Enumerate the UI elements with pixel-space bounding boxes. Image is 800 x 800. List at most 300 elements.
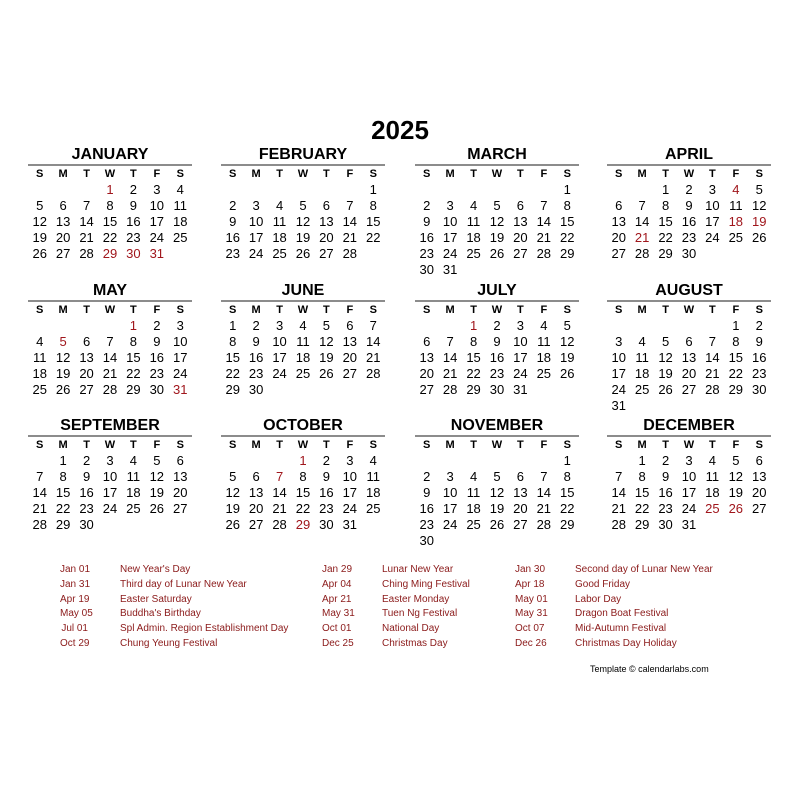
holiday-date: Apr 18 bbox=[515, 578, 545, 590]
weekday-header: F bbox=[153, 304, 161, 316]
weekday-header: F bbox=[346, 304, 354, 316]
month-days-grid bbox=[415, 166, 579, 278]
day-cell: 19 bbox=[55, 366, 71, 381]
day-cell: 25 bbox=[634, 382, 650, 397]
day-cell: 22 bbox=[634, 501, 650, 516]
day-cell: 27 bbox=[248, 517, 264, 532]
empty-cell bbox=[221, 182, 244, 198]
weekday-header: T bbox=[470, 304, 477, 316]
weekday-header: W bbox=[104, 304, 116, 316]
month-days-grid bbox=[607, 437, 771, 533]
holiday-day-cell: 29 bbox=[102, 246, 118, 261]
day-cell: 17 bbox=[442, 501, 458, 516]
day-cell: 27 bbox=[611, 246, 626, 261]
weekday-header: T bbox=[276, 304, 283, 316]
weekday-header: S bbox=[229, 304, 237, 316]
month-name: OCTOBER bbox=[221, 417, 385, 437]
weekday-header: T bbox=[323, 168, 330, 180]
day-cell: 23 bbox=[149, 366, 165, 381]
day-cell: 12 bbox=[295, 214, 311, 229]
day-cell: 26 bbox=[489, 246, 505, 261]
month-days-grid bbox=[221, 302, 385, 398]
day-cell: 15 bbox=[658, 214, 673, 229]
day-cell: 18 bbox=[126, 485, 141, 500]
holiday-name: Tuen Ng Festival bbox=[382, 608, 458, 620]
day-cell: 16 bbox=[489, 350, 505, 365]
holiday-day-cell: 1 bbox=[106, 182, 114, 197]
day-cell: 8 bbox=[563, 198, 571, 213]
day-cell: 23 bbox=[248, 366, 264, 381]
holiday-day-cell: 19 bbox=[752, 214, 767, 229]
holiday-day-cell: 25 bbox=[705, 501, 720, 516]
day-cell: 31 bbox=[513, 382, 528, 397]
day-cell: 19 bbox=[295, 230, 311, 245]
day-cell: 30 bbox=[752, 382, 767, 397]
day-cell: 20 bbox=[752, 485, 767, 500]
day-cell: 21 bbox=[272, 501, 287, 516]
day-cell: 13 bbox=[681, 350, 697, 365]
day-cell: 10 bbox=[102, 469, 118, 484]
empty-cell bbox=[654, 318, 677, 334]
day-cell: 27 bbox=[342, 366, 358, 381]
holiday-name: Lunar New Year bbox=[382, 564, 454, 575]
day-cell: 30 bbox=[248, 382, 264, 397]
weekday-header: W bbox=[104, 168, 116, 180]
weekday-header: M bbox=[58, 168, 68, 180]
day-cell: 21 bbox=[536, 230, 552, 245]
weekday-header: S bbox=[176, 439, 184, 451]
day-cell: 5 bbox=[229, 469, 237, 484]
weekday-header: M bbox=[58, 439, 68, 451]
day-cell: 19 bbox=[489, 230, 505, 245]
day-cell: 11 bbox=[537, 334, 551, 349]
day-cell: 24 bbox=[149, 230, 165, 245]
day-cell: 21 bbox=[705, 366, 720, 381]
year-title: 2025 bbox=[371, 115, 429, 145]
day-cell: 3 bbox=[685, 453, 693, 468]
day-cell: 11 bbox=[729, 198, 743, 213]
day-cell: 20 bbox=[513, 501, 528, 516]
weekday-header: W bbox=[297, 304, 309, 316]
weekday-header: S bbox=[563, 168, 571, 180]
weekday-header: T bbox=[662, 168, 669, 180]
day-cell: 3 bbox=[446, 469, 454, 484]
month-name: MARCH bbox=[415, 146, 579, 166]
day-cell: 9 bbox=[755, 334, 763, 349]
weekday-header: M bbox=[637, 168, 647, 180]
day-cell: 12 bbox=[225, 485, 240, 500]
day-cell: 9 bbox=[252, 334, 260, 349]
day-cell: 20 bbox=[342, 350, 358, 365]
month-june bbox=[221, 282, 385, 398]
day-cell: 20 bbox=[248, 501, 264, 516]
day-cell: 14 bbox=[342, 214, 358, 229]
month-days-grid bbox=[221, 166, 385, 262]
day-cell: 24 bbox=[442, 517, 458, 532]
weekday-header: T bbox=[517, 439, 524, 451]
day-cell: 30 bbox=[419, 533, 434, 548]
day-cell: 4 bbox=[299, 318, 307, 333]
day-cell: 15 bbox=[126, 350, 141, 365]
day-cell: 31 bbox=[342, 517, 358, 532]
day-cell: 7 bbox=[369, 318, 377, 333]
day-cell: 16 bbox=[419, 230, 434, 245]
weekday-header: T bbox=[276, 439, 283, 451]
day-cell: 5 bbox=[153, 453, 161, 468]
day-cell: 3 bbox=[153, 182, 161, 197]
weekday-header: S bbox=[36, 168, 44, 180]
empty-cell bbox=[485, 182, 508, 198]
day-cell: 5 bbox=[661, 334, 670, 349]
weekday-header: T bbox=[662, 439, 669, 451]
day-cell: 28 bbox=[536, 517, 552, 532]
day-cell: 29 bbox=[634, 517, 650, 532]
day-cell: 23 bbox=[419, 517, 434, 532]
holiday-date: Oct 29 bbox=[60, 637, 90, 649]
holiday-name: Labor Day bbox=[575, 593, 622, 605]
day-cell: 25 bbox=[466, 246, 481, 261]
day-cell: 27 bbox=[55, 246, 71, 261]
day-cell: 2 bbox=[252, 318, 260, 333]
day-cell: 10 bbox=[442, 214, 458, 229]
day-cell: 3 bbox=[275, 318, 284, 333]
holiday-date: Dec 25 bbox=[322, 637, 354, 649]
template-credit: Template © calendarlabs.com bbox=[590, 664, 709, 674]
day-cell: 24 bbox=[173, 366, 188, 381]
day-cell: 27 bbox=[419, 382, 434, 397]
day-cell: 6 bbox=[755, 453, 763, 468]
day-cell: 19 bbox=[32, 230, 47, 245]
day-cell: 25 bbox=[366, 501, 381, 516]
day-cell: 14 bbox=[366, 334, 381, 349]
holiday-day-cell: 5 bbox=[59, 334, 67, 349]
day-cell: 24 bbox=[705, 230, 720, 245]
holiday-day-cell: 31 bbox=[149, 246, 165, 261]
holiday-date: Jan 01 bbox=[60, 564, 91, 575]
day-cell: 4 bbox=[469, 469, 478, 484]
weekday-header: T bbox=[709, 304, 716, 316]
holiday-day-cell: 30 bbox=[126, 246, 141, 261]
day-cell: 8 bbox=[638, 469, 646, 484]
day-cell: 19 bbox=[225, 501, 240, 516]
weekday-header: S bbox=[229, 439, 237, 451]
day-cell: 6 bbox=[82, 334, 91, 349]
empty-cell bbox=[51, 318, 74, 334]
day-cell: 21 bbox=[536, 501, 552, 516]
holiday-day-cell: 26 bbox=[728, 501, 744, 516]
month-name: JANUARY bbox=[28, 146, 192, 166]
day-cell: 25 bbox=[32, 382, 47, 397]
day-cell: 18 bbox=[173, 214, 188, 229]
day-cell: 20 bbox=[681, 366, 697, 381]
day-cell: 26 bbox=[295, 246, 311, 261]
day-cell: 25 bbox=[536, 366, 552, 381]
day-cell: 9 bbox=[493, 334, 501, 349]
empty-cell bbox=[98, 318, 121, 334]
holiday-name: New Year's Day bbox=[120, 564, 191, 575]
day-cell: 22 bbox=[560, 501, 575, 516]
month-name: MAY bbox=[28, 282, 192, 302]
weekday-header: S bbox=[615, 304, 623, 316]
day-cell: 28 bbox=[272, 517, 287, 532]
day-cell: 26 bbox=[319, 366, 334, 381]
month-name: JUNE bbox=[221, 282, 385, 302]
month-march bbox=[415, 146, 579, 278]
weekday-header: F bbox=[346, 168, 354, 180]
day-cell: 30 bbox=[489, 382, 505, 397]
day-cell: 12 bbox=[32, 214, 47, 229]
day-cell: 28 bbox=[342, 246, 358, 261]
empty-cell bbox=[338, 182, 361, 198]
month-november bbox=[415, 417, 579, 549]
weekday-header: S bbox=[755, 304, 763, 316]
day-cell: 30 bbox=[149, 382, 165, 397]
day-cell: 6 bbox=[423, 334, 431, 349]
day-cell: 23 bbox=[752, 366, 767, 381]
day-cell: 19 bbox=[728, 485, 744, 500]
day-cell: 17 bbox=[149, 214, 165, 229]
day-cell: 10 bbox=[173, 334, 188, 349]
day-cell: 24 bbox=[513, 366, 528, 381]
day-cell: 28 bbox=[705, 382, 720, 397]
month-days-grid bbox=[607, 166, 771, 262]
day-cell: 19 bbox=[560, 350, 575, 365]
day-cell: 3 bbox=[615, 334, 623, 349]
day-cell: 31 bbox=[442, 262, 458, 277]
day-cell: 3 bbox=[516, 318, 525, 333]
day-cell: 14 bbox=[611, 485, 626, 500]
day-cell: 9 bbox=[661, 469, 670, 484]
day-cell: 20 bbox=[55, 230, 71, 245]
month-days-grid bbox=[415, 437, 579, 549]
empty-cell bbox=[462, 453, 485, 469]
weekday-header: S bbox=[176, 168, 184, 180]
day-cell: 18 bbox=[295, 350, 311, 365]
day-cell: 18 bbox=[466, 501, 481, 516]
weekday-header: T bbox=[323, 439, 330, 451]
empty-cell bbox=[438, 453, 461, 469]
day-cell: 16 bbox=[681, 214, 697, 229]
empty-cell bbox=[438, 182, 461, 198]
day-cell: 13 bbox=[611, 214, 626, 229]
day-cell: 11 bbox=[32, 350, 47, 365]
day-cell: 12 bbox=[489, 214, 505, 229]
empty-cell bbox=[701, 318, 724, 334]
day-cell: 25 bbox=[466, 517, 481, 532]
weekday-header: F bbox=[732, 439, 740, 451]
day-cell: 22 bbox=[466, 366, 481, 381]
day-cell: 3 bbox=[252, 198, 260, 213]
day-cell: 24 bbox=[272, 366, 287, 381]
holiday-date: Dec 26 bbox=[515, 637, 547, 649]
empty-cell bbox=[607, 453, 630, 469]
day-cell: 4 bbox=[369, 453, 377, 468]
holiday-name: Third day of Lunar New Year bbox=[120, 578, 247, 590]
day-cell: 4 bbox=[708, 453, 717, 468]
day-cell: 8 bbox=[732, 334, 740, 349]
weekday-header: F bbox=[732, 168, 740, 180]
holiday-name: National Day bbox=[382, 623, 440, 635]
empty-cell bbox=[244, 453, 267, 469]
day-cell: 26 bbox=[225, 517, 240, 532]
day-cell: 11 bbox=[466, 214, 481, 229]
day-cell: 15 bbox=[560, 485, 575, 500]
day-cell: 22 bbox=[728, 366, 744, 381]
month-name: SEPTEMBER bbox=[28, 417, 192, 437]
day-cell: 11 bbox=[272, 214, 287, 229]
day-cell: 13 bbox=[55, 214, 71, 229]
weekday-header: S bbox=[176, 304, 184, 316]
day-cell: 25 bbox=[173, 230, 188, 245]
holiday-name: Christmas Day bbox=[382, 637, 448, 649]
weekday-header: S bbox=[369, 304, 377, 316]
day-cell: 12 bbox=[319, 334, 334, 349]
holiday-day-cell: 21 bbox=[634, 230, 650, 245]
weekday-header: M bbox=[445, 168, 455, 180]
day-cell: 27 bbox=[681, 382, 697, 397]
weekday-header: M bbox=[637, 304, 647, 316]
day-cell: 10 bbox=[342, 469, 358, 484]
day-cell: 3 bbox=[176, 318, 184, 333]
day-cell: 23 bbox=[419, 246, 434, 261]
day-cell: 5 bbox=[563, 318, 571, 333]
day-cell: 28 bbox=[536, 246, 552, 261]
day-cell: 20 bbox=[611, 230, 626, 245]
day-cell: 3 bbox=[708, 182, 717, 197]
day-cell: 14 bbox=[536, 214, 552, 229]
day-cell: 17 bbox=[248, 230, 264, 245]
day-cell: 26 bbox=[32, 246, 47, 261]
weekday-header: S bbox=[369, 168, 377, 180]
day-cell: 3 bbox=[106, 453, 114, 468]
day-cell: 31 bbox=[611, 398, 626, 413]
weekday-header: F bbox=[732, 304, 740, 316]
weekday-header: S bbox=[615, 168, 623, 180]
weekday-header: S bbox=[423, 168, 431, 180]
day-cell: 25 bbox=[728, 230, 744, 245]
empty-cell bbox=[75, 182, 98, 198]
day-cell: 8 bbox=[59, 469, 67, 484]
day-cell: 10 bbox=[513, 334, 528, 349]
month-name: FEBRUARY bbox=[221, 146, 385, 166]
weekday-header: S bbox=[755, 168, 763, 180]
day-cell: 1 bbox=[59, 453, 67, 468]
holiday-name: Mid-Autumn Festival bbox=[575, 623, 667, 635]
holiday-date: Apr 04 bbox=[322, 578, 352, 590]
empty-cell bbox=[532, 182, 555, 198]
month-august bbox=[607, 282, 771, 414]
day-cell: 27 bbox=[173, 501, 188, 516]
holiday-date: Apr 21 bbox=[322, 593, 352, 605]
month-september bbox=[28, 417, 192, 533]
day-cell: 5 bbox=[755, 182, 763, 197]
day-cell: 19 bbox=[149, 485, 165, 500]
holiday-day-cell: 1 bbox=[469, 318, 478, 333]
day-cell: 11 bbox=[126, 469, 141, 484]
holiday-day-cell: 29 bbox=[295, 517, 311, 532]
weekday-header: T bbox=[83, 439, 90, 451]
day-cell: 18 bbox=[466, 230, 481, 245]
day-cell: 29 bbox=[728, 382, 744, 397]
month-july bbox=[415, 282, 579, 398]
day-cell: 22 bbox=[225, 366, 240, 381]
holiday-name: Second day of Lunar New Year bbox=[575, 564, 713, 575]
month-days-grid bbox=[415, 302, 579, 398]
day-cell: 16 bbox=[126, 214, 141, 229]
weekday-header: T bbox=[470, 439, 477, 451]
day-cell: 26 bbox=[149, 501, 165, 516]
month-days-grid bbox=[28, 437, 192, 533]
day-cell: 7 bbox=[540, 469, 548, 484]
month-name: JULY bbox=[415, 282, 579, 302]
empty-cell bbox=[268, 453, 291, 469]
holiday-name: Spl Admin. Region Establishment Day bbox=[120, 623, 289, 635]
weekday-header: T bbox=[470, 168, 477, 180]
weekday-header: M bbox=[445, 304, 455, 316]
day-cell: 8 bbox=[129, 334, 138, 349]
day-cell: 10 bbox=[611, 350, 626, 365]
holiday-list bbox=[0, 563, 800, 663]
day-cell: 8 bbox=[469, 334, 478, 349]
day-cell: 16 bbox=[225, 230, 240, 245]
month-name: APRIL bbox=[607, 146, 771, 166]
day-cell: 17 bbox=[705, 214, 720, 229]
day-cell: 5 bbox=[732, 453, 740, 468]
day-cell: 25 bbox=[272, 246, 287, 261]
day-cell: 10 bbox=[681, 469, 697, 484]
day-cell: 8 bbox=[563, 469, 571, 484]
day-cell: 21 bbox=[611, 501, 626, 516]
day-cell: 14 bbox=[705, 350, 720, 365]
day-cell: 11 bbox=[173, 198, 187, 213]
empty-cell bbox=[28, 318, 51, 334]
day-cell: 26 bbox=[658, 382, 673, 397]
holiday-date: May 31 bbox=[515, 608, 548, 620]
month-name: DECEMBER bbox=[607, 417, 771, 437]
day-cell: 10 bbox=[442, 485, 458, 500]
weekday-header: W bbox=[683, 304, 695, 316]
day-cell: 15 bbox=[466, 350, 481, 365]
day-cell: 11 bbox=[296, 334, 310, 349]
empty-cell bbox=[221, 453, 244, 469]
empty-cell bbox=[415, 453, 438, 469]
day-cell: 3 bbox=[446, 198, 454, 213]
weekday-header: W bbox=[683, 168, 695, 180]
holiday-day-cell: 4 bbox=[732, 182, 740, 197]
month-days-grid bbox=[607, 302, 771, 414]
day-cell: 28 bbox=[79, 246, 94, 261]
weekday-header: T bbox=[83, 168, 90, 180]
day-cell: 10 bbox=[248, 214, 264, 229]
day-cell: 5 bbox=[36, 198, 44, 213]
day-cell: 6 bbox=[516, 469, 525, 484]
weekday-header: M bbox=[251, 168, 261, 180]
day-cell: 13 bbox=[248, 485, 264, 500]
empty-cell bbox=[485, 453, 508, 469]
holiday-name: Easter Saturday bbox=[120, 593, 192, 605]
day-cell: 1 bbox=[563, 182, 571, 197]
day-cell: 9 bbox=[229, 214, 237, 229]
month-name: AUGUST bbox=[607, 282, 771, 302]
empty-cell bbox=[291, 182, 314, 198]
day-cell: 22 bbox=[658, 230, 673, 245]
day-cell: 6 bbox=[252, 469, 260, 484]
day-cell: 29 bbox=[126, 382, 141, 397]
day-cell: 13 bbox=[752, 469, 767, 484]
day-cell: 7 bbox=[36, 469, 44, 484]
day-cell: 11 bbox=[366, 469, 380, 484]
day-cell: 5 bbox=[322, 318, 331, 333]
